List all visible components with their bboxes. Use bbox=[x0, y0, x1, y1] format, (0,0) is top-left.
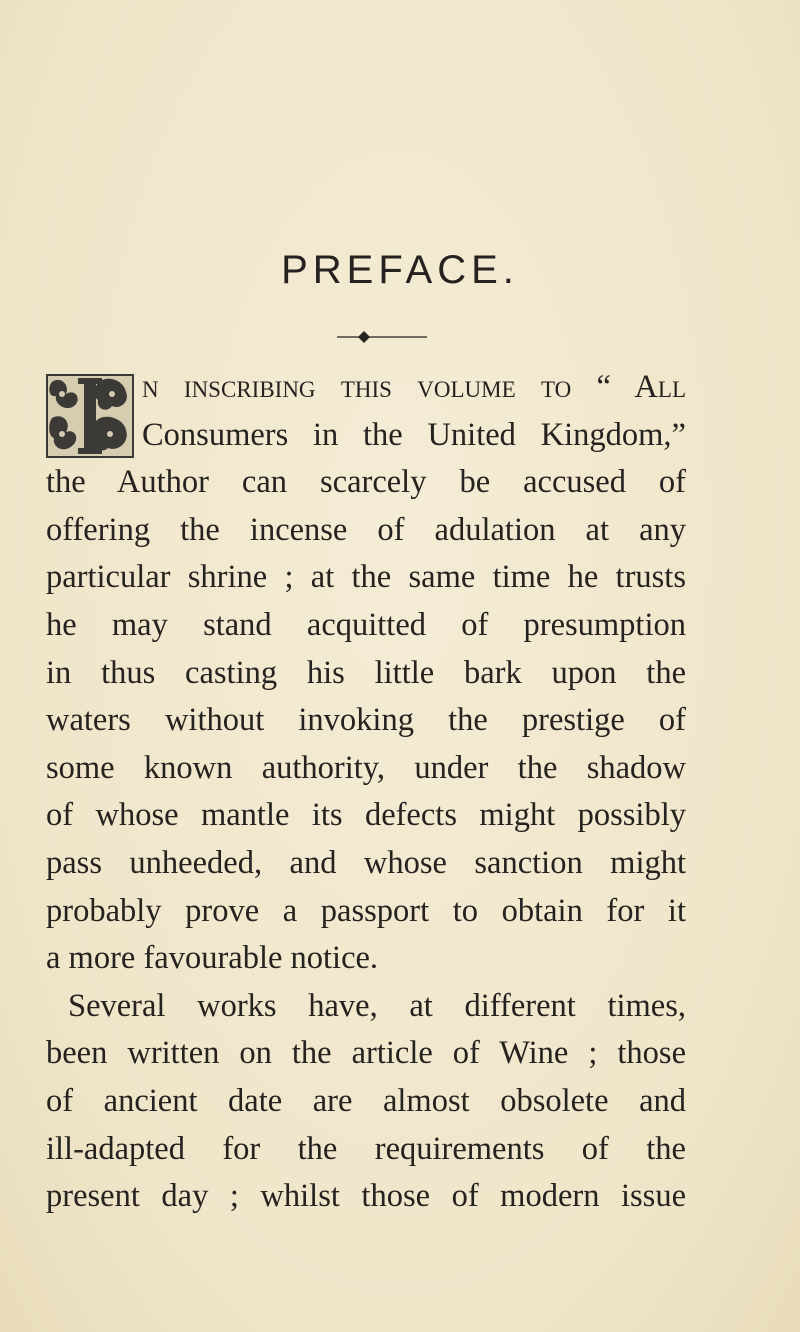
text-line: present day ; whilst those of modern issue bbox=[46, 1178, 686, 1215]
text-line: some known authority, under the shadow bbox=[46, 749, 686, 786]
text-line: he may stand acquitted of presumption bbox=[46, 606, 686, 643]
text-line: Consumers in the United Kingdom,” bbox=[142, 416, 686, 453]
text-line: particular shrine ; at the same time he trusts bbox=[46, 559, 686, 596]
text-line: pass unheeded, and whose sanction might bbox=[46, 844, 686, 881]
text-line: the Author can scarcely be accused of bbox=[46, 464, 686, 501]
text-line: been written on the article of Wine ; those bbox=[46, 1035, 686, 1072]
text-line: waters without invoking the prestige of bbox=[46, 702, 686, 739]
preface-text bbox=[46, 364, 686, 1221]
page-title: PREFACE. bbox=[281, 248, 519, 292]
text-line: Several works have, at different times, bbox=[68, 987, 686, 1024]
text-line: ill-adapted for the requirements of the bbox=[46, 1130, 686, 1167]
text-line: of whose mantle its defects might possibly bbox=[46, 797, 686, 834]
text-line: probably prove a passport to obtain for it bbox=[46, 892, 686, 929]
text-line: in thus casting his little bark upon the bbox=[46, 654, 686, 691]
diamond-rule-ornament bbox=[337, 330, 427, 344]
text-line: offering the incense of adulation at any bbox=[46, 511, 686, 548]
text-line: of ancient date are almost obsolete and bbox=[46, 1082, 686, 1119]
text-line: a more favourable notice. bbox=[46, 940, 379, 977]
text-line: n inscribing this volume to “ All bbox=[142, 369, 686, 405]
